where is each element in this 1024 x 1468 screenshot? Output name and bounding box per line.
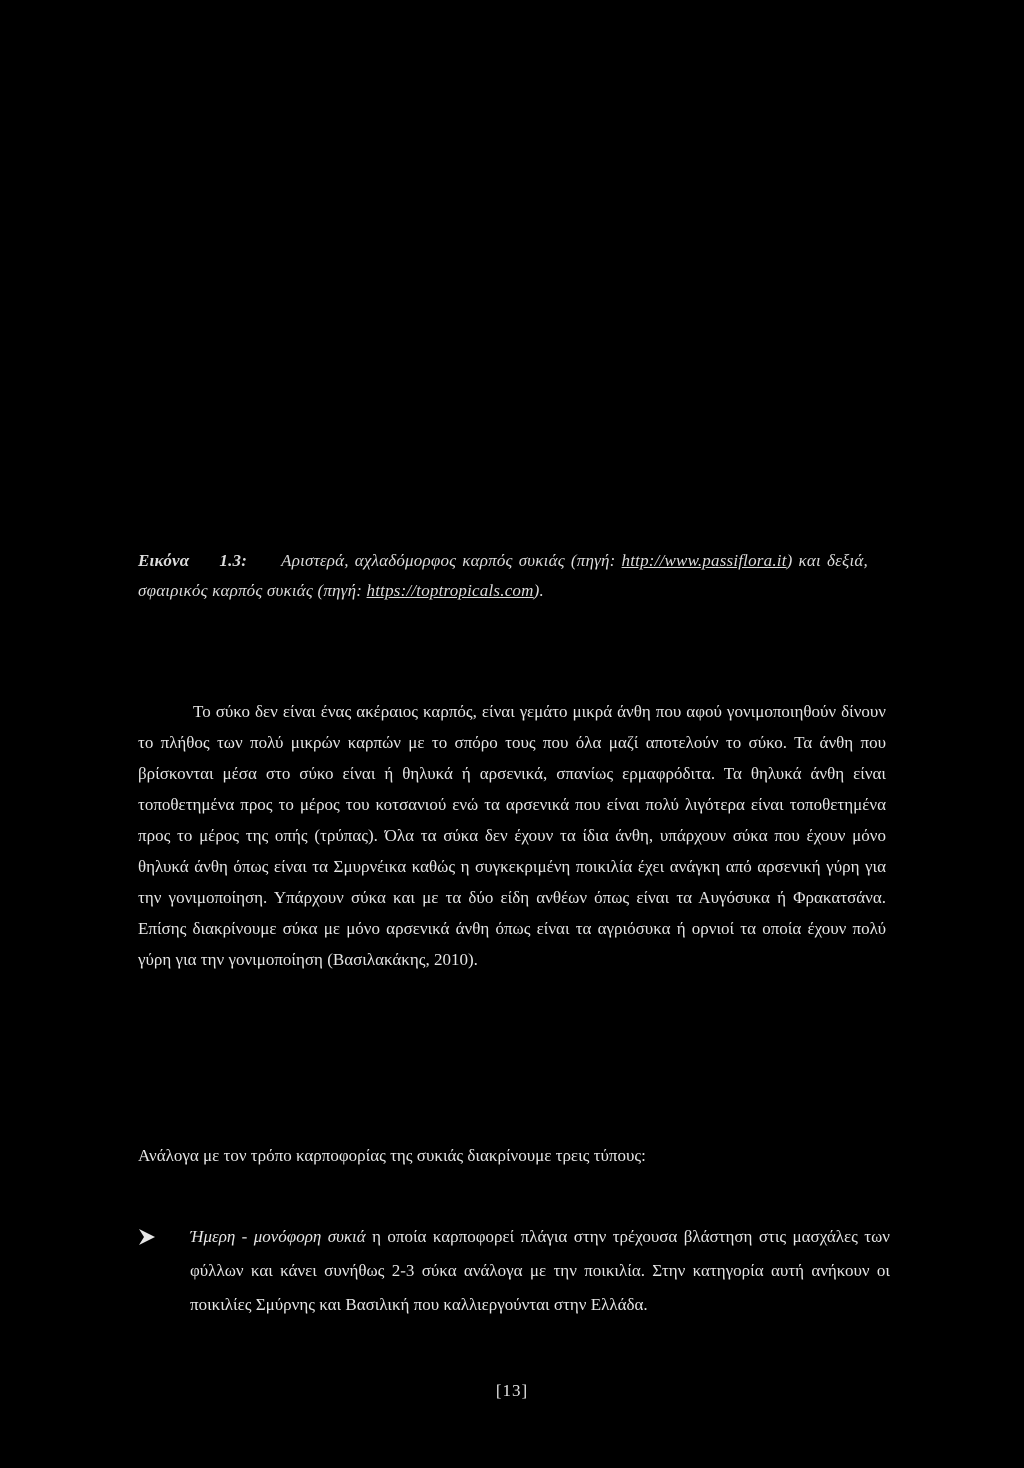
caption-number: 1.3: <box>219 551 248 570</box>
body-paragraph-fruiting-types: Ανάλογα με τον τρόπο καρποφορίας της συκιάς διακρίνουμε τρεις τύπους: <box>138 1146 646 1165</box>
caption-label: Εικόνα <box>138 551 190 570</box>
figure-caption <box>138 546 868 606</box>
caption-link-toptropicals[interactable]: https://toptropicals.com <box>366 581 534 600</box>
arrow-bullet-icon <box>138 1220 190 1254</box>
caption-text-2: ) και δεξιά, σφαιρικός καρπός συκιάς (πηγή: <box>138 551 868 600</box>
caption-text-3: ). <box>533 581 544 600</box>
body-paragraph-fig-flowers: Το σύκο δεν είναι ένας ακέραιος καρπός, είναι γεμάτο μικρά άνθη που αφού γονιμοποιηθούν δίνουν το πλήθος των πολύ μικρών καρπών με το σπόρο τους που όλα μαζί αποτελούν το σύκο. Τα άνθη που βρίσκονται μέσα στο σύκο είναι ή θηλυκά ή αρσενικά, σπανίως ερμαφρόδιτα. Τα θηλυκά άνθη είναι τοποθετημένα προς το μέρος του κοτσανιού ενώ τα αρσενικά που είναι πολύ λιγότερα είναι τοποθετημένα προς το μέρος της οπής (τρύπας). Όλα τα σύκα δεν έχουν τα ίδια άνθη, υπάρχουν σύκα που έχουν μόνο θηλυκά άνθη όπως είναι τα Σμυρνέικα καθώς η συγκεκριμένη ποικιλία έχει ανάγκη από αρσενική γύρη για την γονιμοποίηση. Υπάρχουν σύκα και με τα δύο είδη ανθέων όπως είναι τα Αυγόσυκα ή Φρακατσάνα. Επίσης διακρίνουμε σύκα με μόνο αρσενικά άνθη όπως είναι τα αγριόσυκα ή ορνιοί τα οποία έχουν πολύ γύρη για την γονιμοποίηση (Βασιλακάκης, 2010). <box>138 702 886 969</box>
bullet-description: η οποία καρποφορεί πλάγια στην τρέχουσα βλάστηση στις μασχάλες των φύλλων και κάνει συνήθως 2-3 σύκα ανάλογα με την ποικιλία. Στην κατηγορία αυτή ανήκουν οι ποικιλίες Σμύρνης και Βασιλική που καλλιεργούνται στην Ελλάδα. <box>190 1227 890 1314</box>
bullet-text <box>190 1220 890 1322</box>
caption-link-passiflora[interactable]: http://www.passiflora.it <box>621 551 787 570</box>
bullet-term: Ήμερη - μονόφορη συκιά <box>190 1227 366 1246</box>
caption-text-1: Αριστερά, αχλαδόμορφος καρπός συκιάς (πηγή: <box>281 551 616 570</box>
list-item <box>138 1220 890 1322</box>
page-number: [13] <box>495 1381 529 1400</box>
